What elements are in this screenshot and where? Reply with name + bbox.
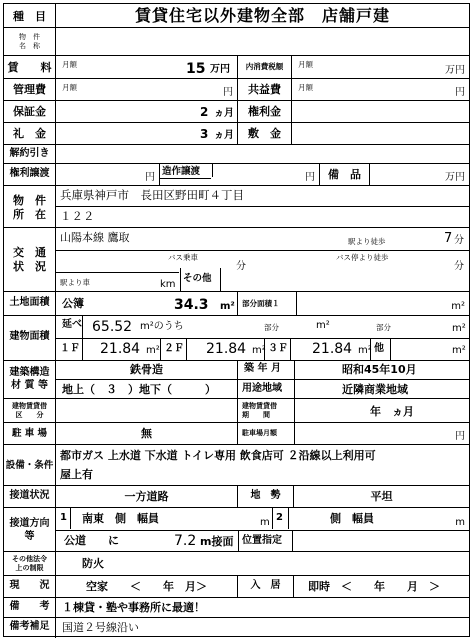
frontage-value: 7.2 xyxy=(174,533,197,549)
floor2-area: 21.84 xyxy=(206,341,247,357)
road-row: 接道状況 一方道路 地 勢 平坦 xyxy=(4,486,469,508)
address-line1: 兵庫県神戸市 長田区野田町４丁目 xyxy=(60,188,244,202)
building-area-row: 建物面積 延べ 65.52 m²のうち 部分 m² 部分 m² １Ｆ 21.84 m² ２Ｆ 21.84 m² ３Ｆ 21.84 m² 他 m² xyxy=(4,316,469,361)
built-date: 昭和45年10月 xyxy=(342,363,417,376)
move-in: 即時 ＜ 年 月 ＞ xyxy=(308,580,440,593)
header-row xyxy=(4,4,469,28)
rent-label: 賃 料 xyxy=(7,61,52,74)
fee-row: 管理費 月額 円 共益費 月額 円 xyxy=(4,79,469,101)
kaiyaku-row: 解約引き xyxy=(4,145,469,164)
key-money-row: 礼 金 3 ヵ月 敷 金 xyxy=(4,123,469,145)
address-line2: １２２ xyxy=(60,209,95,223)
floor1-area: 21.84 xyxy=(100,341,141,357)
zoning-value: 近隣商業地域 xyxy=(342,383,408,396)
notes2-row: 備考補足 国道２号線沿い xyxy=(4,618,469,638)
rent-value: 15 xyxy=(186,61,206,77)
floor3-area: 21.84 xyxy=(312,341,353,357)
train-line: 山陽本線 鷹取 xyxy=(60,231,130,244)
land-row: 土地面積 公簿 34.3 m² 部分面積１ m² xyxy=(4,292,469,316)
facilities-row: 設備・条件 都市ガス 上水道 下水道 トイレ専用 飲食店可 ２沿線以上利用可 屋上有 xyxy=(4,445,469,486)
total-floor-area: 65.52 xyxy=(92,319,133,335)
lease-row: 建物賃貸借 区 分 建物賃貸借 期 間 年 ヵ月 xyxy=(4,399,469,423)
land-area-value: 34.3 xyxy=(174,297,209,313)
page-title: 賃貸住宅以外建物全部 店舗戸建 xyxy=(134,6,390,25)
transfer-row: 権利譲渡 円 造作譲渡 円 備 品 万円 xyxy=(4,164,469,186)
rent-row: 賃 料 月額 15 万円 内消費税額 月額 万円 xyxy=(4,56,469,79)
notes-row: 備 考 １棟貸・塾や事務所に最適！ xyxy=(4,598,469,618)
location-label: 物 件 所 在 xyxy=(13,194,46,222)
road-direction-row: 接道方向 等 1 南東 側 幅員 m 2 側 幅員 m 公道 に 7.2 m接面 位置指定 xyxy=(4,508,469,552)
structure-value: 鉄骨造 xyxy=(130,363,163,376)
notes2-value: 国道２号線沿い xyxy=(62,621,139,634)
current-status: 空家 ＜ 年 月＞ xyxy=(86,580,207,593)
kind-label: 種 目 xyxy=(13,10,46,23)
restrictions-row: その他法令 上の制限 防火 xyxy=(4,552,469,576)
transport-row: 交 通 状 況 山陽本線 鷹取 駅より徒歩 7 分 バス乗車 分 バス停より徒歩 分 駅より車 km その他 xyxy=(4,228,469,292)
facilities-line1: 都市ガス 上水道 下水道 トイレ専用 飲食店可 ２沿線以上利用可 xyxy=(60,449,376,462)
deposit-row: 保証金 2 ヵ月 権利金 xyxy=(4,101,469,123)
property-sheet xyxy=(3,3,470,637)
facilities-line2: 屋上有 xyxy=(60,468,93,481)
name-row xyxy=(4,28,469,56)
notes-value: １棟貸・塾や事務所に最適！ xyxy=(62,601,205,614)
location-row xyxy=(4,186,469,228)
name-label: 物 件 名 称 xyxy=(19,33,40,51)
current-row: 現 況 空家 ＜ 年 月＞ 入 居 即時 ＜ 年 月 ＞ xyxy=(4,576,469,598)
structure-row: 建築構造 材 質 等 鉄骨造 地上（ ３ ）地下（ ） 築 年 月 昭和45年10月 用途地域 近隣商業地域 xyxy=(4,361,469,399)
parking-row: 駐 車 場 無 駐車場月額 円 xyxy=(4,423,469,445)
